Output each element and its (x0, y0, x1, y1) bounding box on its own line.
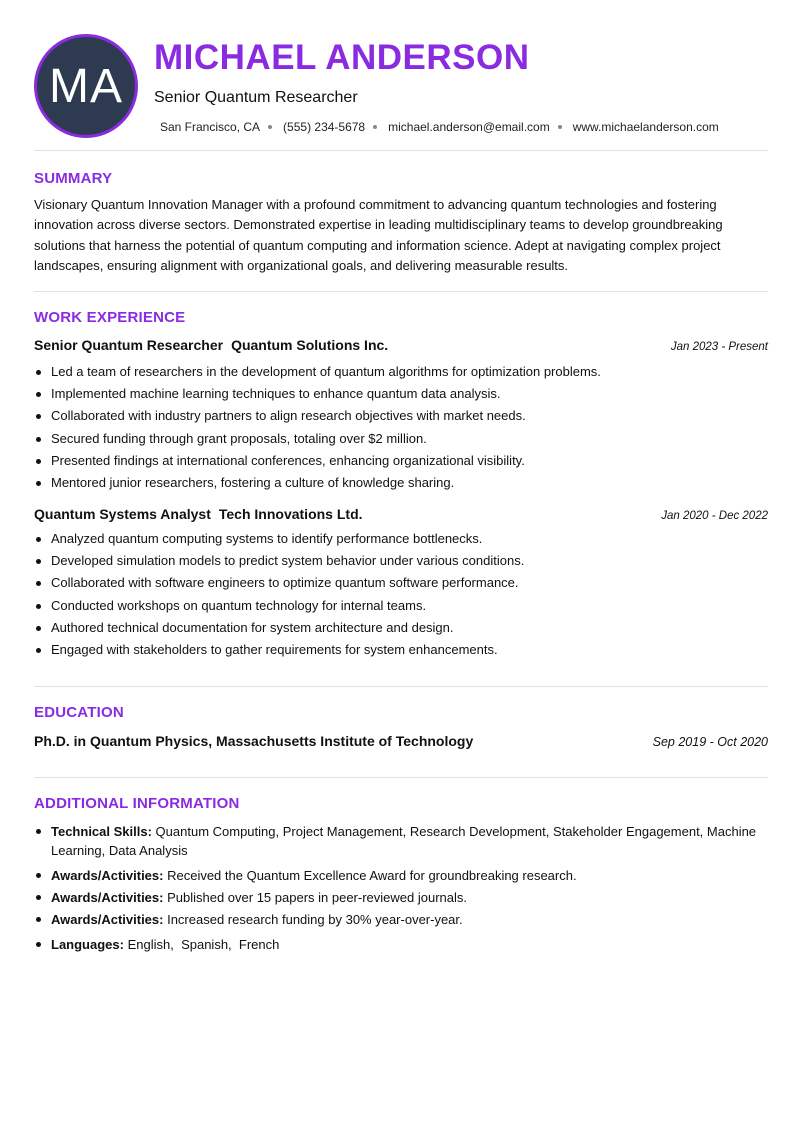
job-header (34, 337, 768, 355)
info-label: Languages: (51, 937, 124, 952)
info-text: English, Spanish, French (127, 937, 280, 952)
list-item: Mentored junior researchers, fostering a culture of knowledge sharing. (34, 472, 774, 494)
separator-dot (558, 125, 562, 129)
contact-location: San Francisco, CA (160, 120, 261, 134)
list-item: Collaborated with industry partners to align research objectives with market needs. (34, 405, 774, 427)
info-label: Awards/Activities: (51, 912, 164, 927)
job-date: Jan 2020 - Dec 2022 (661, 510, 768, 522)
section-divider (34, 777, 768, 778)
list-item: Engaged with stakeholders to gather requirements for system enhancements. (34, 639, 774, 661)
job-company: Tech Innovations Ltd. (218, 506, 363, 522)
job-role: Quantum Systems Analyst (34, 506, 211, 522)
avatar-initials: MA (49, 59, 123, 113)
separator-dot (373, 125, 377, 129)
list-item: Led a team of researchers in the development of quantum algorithms for optimization problems. (34, 361, 774, 383)
education-date: Sep 2019 - Oct 2020 (652, 735, 768, 749)
section-divider (34, 686, 768, 687)
info-text: Increased research funding by 30% year-over-year. (167, 912, 463, 927)
list-item (34, 888, 774, 907)
info-label: Awards/Activities: (51, 868, 164, 883)
separator-dot (268, 125, 272, 129)
contact-line (160, 120, 719, 134)
resume-header (34, 34, 768, 138)
list-item: Secured funding through grant proposals, totaling over $2 million. (34, 428, 774, 450)
summary-heading: SUMMARY (34, 170, 113, 187)
additional-info-list (34, 822, 774, 954)
section-divider (34, 150, 768, 151)
list-item: Presented findings at international conferences, enhancing organizational visibility. (34, 450, 774, 472)
job-company: Quantum Solutions Inc. (231, 337, 389, 353)
job-role: Senior Quantum Researcher (34, 337, 224, 353)
info-text: Published over 15 papers in peer-reviewed journals. (167, 890, 467, 905)
list-item (34, 910, 774, 929)
list-item (34, 866, 774, 885)
job-date: Jan 2023 - Present (670, 341, 768, 353)
section-divider (34, 291, 768, 292)
list-item: Implemented machine learning techniques to enhance quantum data analysis. (34, 383, 774, 405)
list-item: Developed simulation models to predict system behavior under various conditions. (34, 550, 774, 572)
work-experience-heading: WORK EXPERIENCE (34, 309, 186, 326)
job-title-line (34, 506, 363, 524)
list-item (34, 935, 774, 954)
additional-info-heading: ADDITIONAL INFORMATION (34, 795, 240, 812)
job-title-line (34, 337, 388, 355)
list-item: Analyzed quantum computing systems to identify performance bottlenecks. (34, 528, 774, 550)
education-entry (34, 733, 768, 749)
info-label: Technical Skills: (51, 824, 152, 839)
info-text: Quantum Computing, Project Management, Research Development, Stakeholder Engagement, Machine Learning, Data Analysis (51, 824, 757, 858)
job-bullet-list (34, 528, 774, 661)
job-header (34, 506, 768, 524)
job-bullet-list (34, 361, 774, 494)
info-label: Awards/Activities: (51, 890, 164, 905)
candidate-name: MICHAEL ANDERSON (154, 38, 530, 77)
list-item: Conducted workshops on quantum technology for internal teams. (34, 595, 774, 617)
contact-website[interactable]: www.michaelanderson.com (572, 120, 719, 134)
list-item: Authored technical documentation for system architecture and design. (34, 617, 774, 639)
contact-email[interactable]: michael.anderson@email.com (388, 120, 550, 134)
contact-phone: (555) 234-5678 (283, 120, 366, 134)
candidate-title: Senior Quantum Researcher (154, 89, 358, 106)
education-heading: EDUCATION (34, 704, 124, 721)
info-text: Received the Quantum Excellence Award for groundbreaking research. (167, 868, 577, 883)
summary-text: Visionary Quantum Innovation Manager with a profound commitment to advancing quantum technologies and fostering innovation across diverse sectors. Demonstrated expertise in leading multidisciplinary teams to develop groundbreaking solutions that harness the potential of quantum computing and information science. Adept at navigating complex project landscapes, ensuring alignment with organizational goals, and delivering measurable results. (34, 197, 723, 273)
list-item: Collaborated with software engineers to optimize quantum software performance. (34, 572, 774, 594)
list-item (34, 822, 774, 860)
avatar (34, 34, 138, 138)
education-degree: Ph.D. in Quantum Physics, Massachusetts Institute of Technology (34, 733, 474, 749)
